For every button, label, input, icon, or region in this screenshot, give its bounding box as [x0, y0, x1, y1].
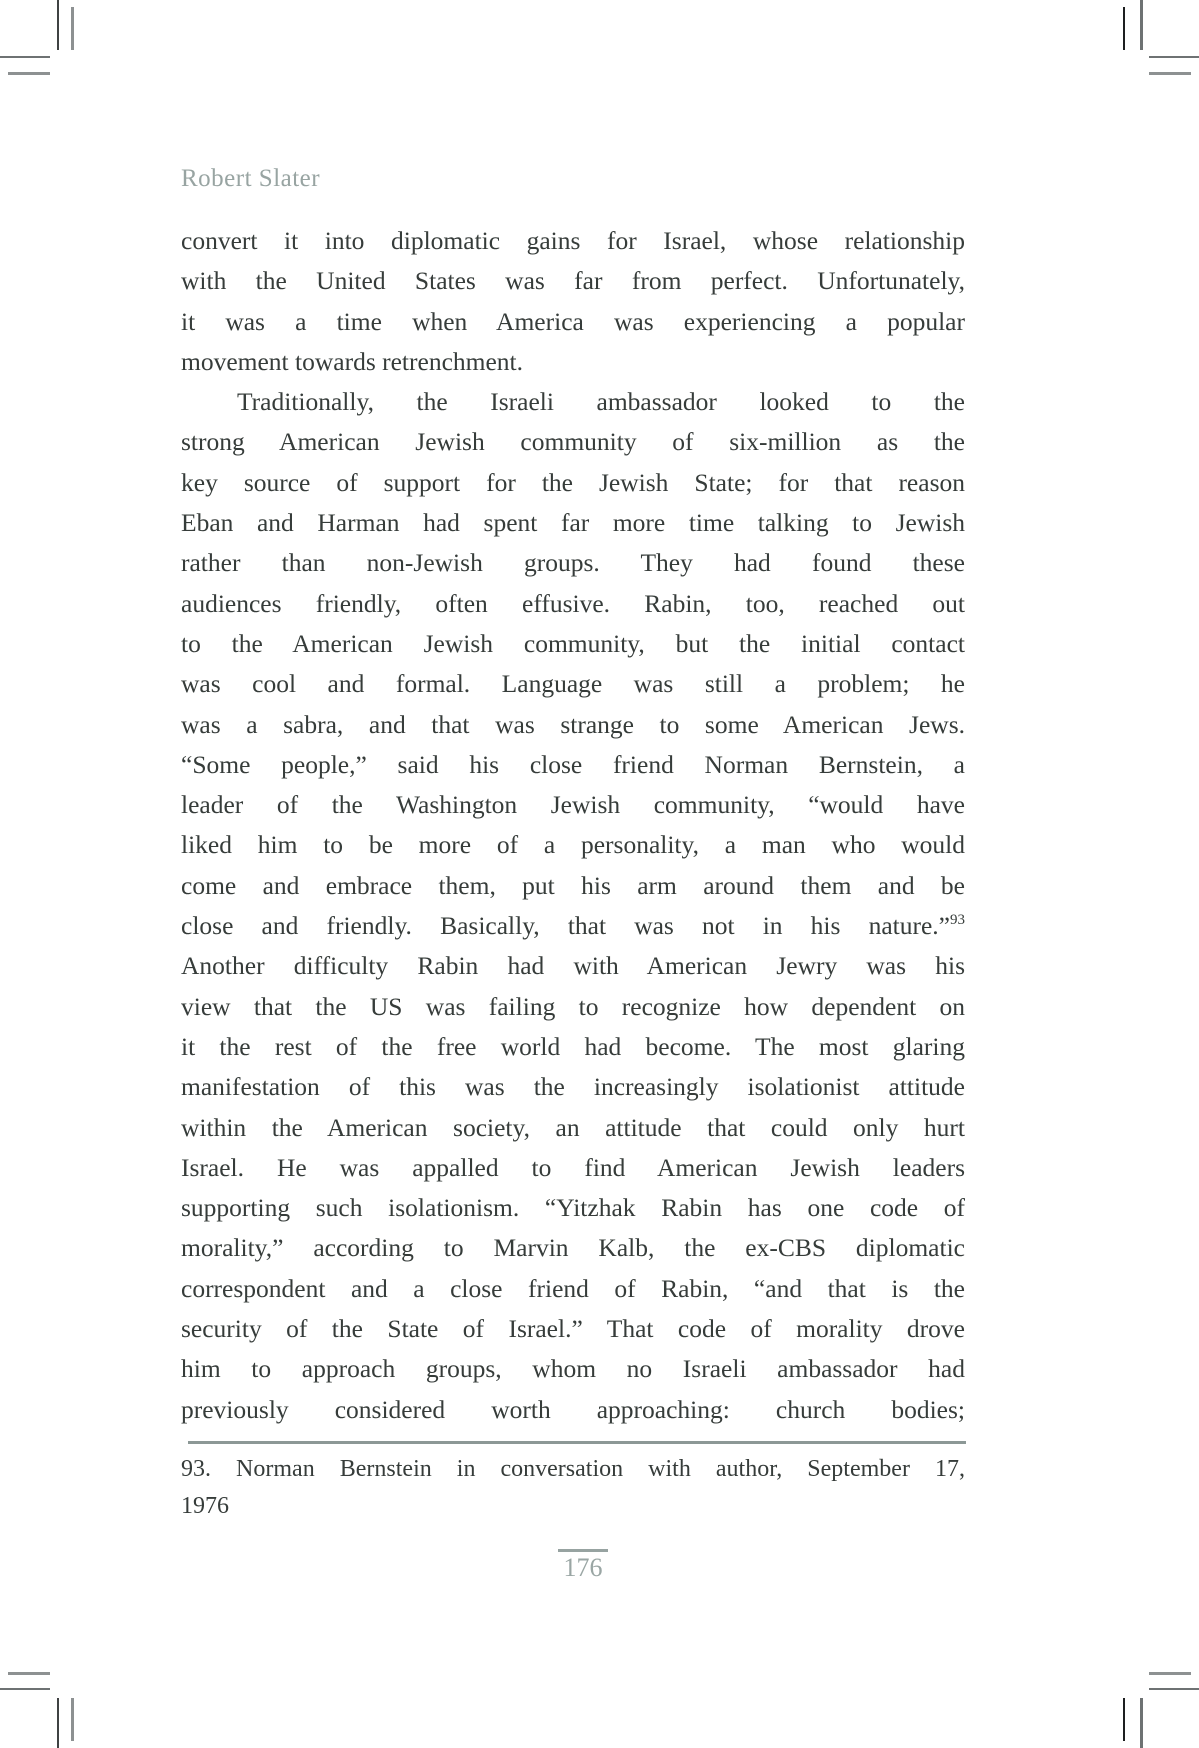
body-line: convert it into diplomatic gains for Israel, whose relationship [181, 226, 965, 255]
body-line: Another difficulty Rabin had with American Jewry was his [181, 951, 965, 981]
body-line: him to approach groups, whom no Israeli ambassador had [181, 1354, 965, 1384]
crop-mark-bottom-right-horizontal-2 [1149, 1688, 1199, 1690]
body-line: key source of support for the Jewish State; for that reason [181, 467, 965, 497]
body-line: movement towards retrenchment. [181, 346, 524, 376]
body-line: within the American society, an attitude that could only hurt [181, 1112, 965, 1142]
body-line: previously considered worth approaching: church bodies; [181, 1394, 965, 1424]
footnote-line: 93. Norman Bernstein in conversation with author, September 17, [181, 1456, 965, 1482]
crop-mark-top-left-horizontal-1 [0, 56, 50, 58]
body-line: it the rest of the free world had become. The most glaring [181, 1031, 965, 1061]
body-line: Eban and Harman had spent far more time talking to Jewish [181, 508, 965, 538]
crop-mark-top-left-horizontal-2 [8, 72, 50, 75]
crop-mark-bottom-left-horizontal-2 [0, 1688, 50, 1690]
crop-mark-bottom-right-vertical-1 [1123, 1698, 1125, 1741]
crop-mark-top-right-vertical-1 [1123, 7, 1125, 50]
body-line: manifestation of this was the increasingly isolationist attitude [181, 1072, 965, 1102]
crop-mark-bottom-right-horizontal-1 [1149, 1672, 1191, 1675]
running-header-author: Robert Slater [181, 165, 321, 192]
crop-mark-bottom-left-vertical-1 [57, 1698, 59, 1748]
page-number-block [533, 1549, 633, 1581]
body-line: strong American Jewish community of six-million as the [181, 427, 965, 457]
body-line: liked him to be more of a personality, a man who would [181, 830, 965, 860]
body-line: come and embrace them, put his arm around them and be [181, 870, 965, 900]
page-number-rule [558, 1549, 608, 1552]
crop-mark-top-right-vertical-2 [1140, 0, 1143, 50]
body-line: rather than non-Jewish groups. They had found these [181, 548, 965, 578]
body-line: Israel. He was appalled to find American Jewish leaders [181, 1152, 965, 1182]
body-line: was cool and formal. Language was still a problem; he [181, 669, 965, 699]
body-line: correspondent and a close friend of Rabin, “and that is the [181, 1273, 965, 1303]
crop-mark-top-right-horizontal-1 [1149, 56, 1199, 58]
body-line: Traditionally, the Israeli ambassador looked to the [237, 387, 965, 417]
body-line: was a sabra, and that was strange to some American Jews. [181, 709, 965, 739]
crop-mark-top-left-vertical-2 [71, 7, 74, 50]
body-line: it was a time when America was experiencing a popular [181, 306, 965, 336]
footnote-line: 1976 [181, 1493, 229, 1519]
crop-mark-bottom-left-horizontal-1 [8, 1672, 50, 1675]
crop-mark-top-left-vertical-1 [57, 0, 59, 50]
body-line: security of the State of Israel.” That code of morality drove [181, 1314, 965, 1344]
body-line: with the United States was far from perfect. Unfortunately, [181, 266, 965, 296]
footnote-separator [188, 1441, 966, 1444]
body-line: audiences friendly, often effusive. Rabin, too, reached out [181, 588, 965, 618]
body-line: morality,” according to Marvin Kalb, the ex-CBS diplomatic [181, 1233, 965, 1263]
body-line: view that the US was failing to recognize how dependent on [181, 991, 965, 1021]
footnote-reference: 93 [950, 912, 965, 929]
body-line: to the American Jewish community, but the initial contact [181, 628, 965, 658]
page-number: 176 [563, 1552, 603, 1582]
footnote-block [181, 1451, 965, 1525]
crop-mark-bottom-left-vertical-2 [71, 1698, 74, 1741]
crop-mark-top-right-horizontal-2 [1149, 72, 1191, 75]
body-line: close and friendly. Basically, that was not in his nature.”$^{93}$ [181, 911, 965, 941]
body-text-block [181, 221, 965, 1430]
crop-mark-bottom-right-vertical-2 [1140, 1698, 1143, 1748]
body-line: leader of the Washington Jewish community, “would have [181, 790, 965, 820]
body-line: “Some people,” said his close friend Norman Bernstein, a [181, 749, 965, 779]
body-line: supporting such isolationism. “Yitzhak Rabin has one code of [181, 1193, 965, 1223]
